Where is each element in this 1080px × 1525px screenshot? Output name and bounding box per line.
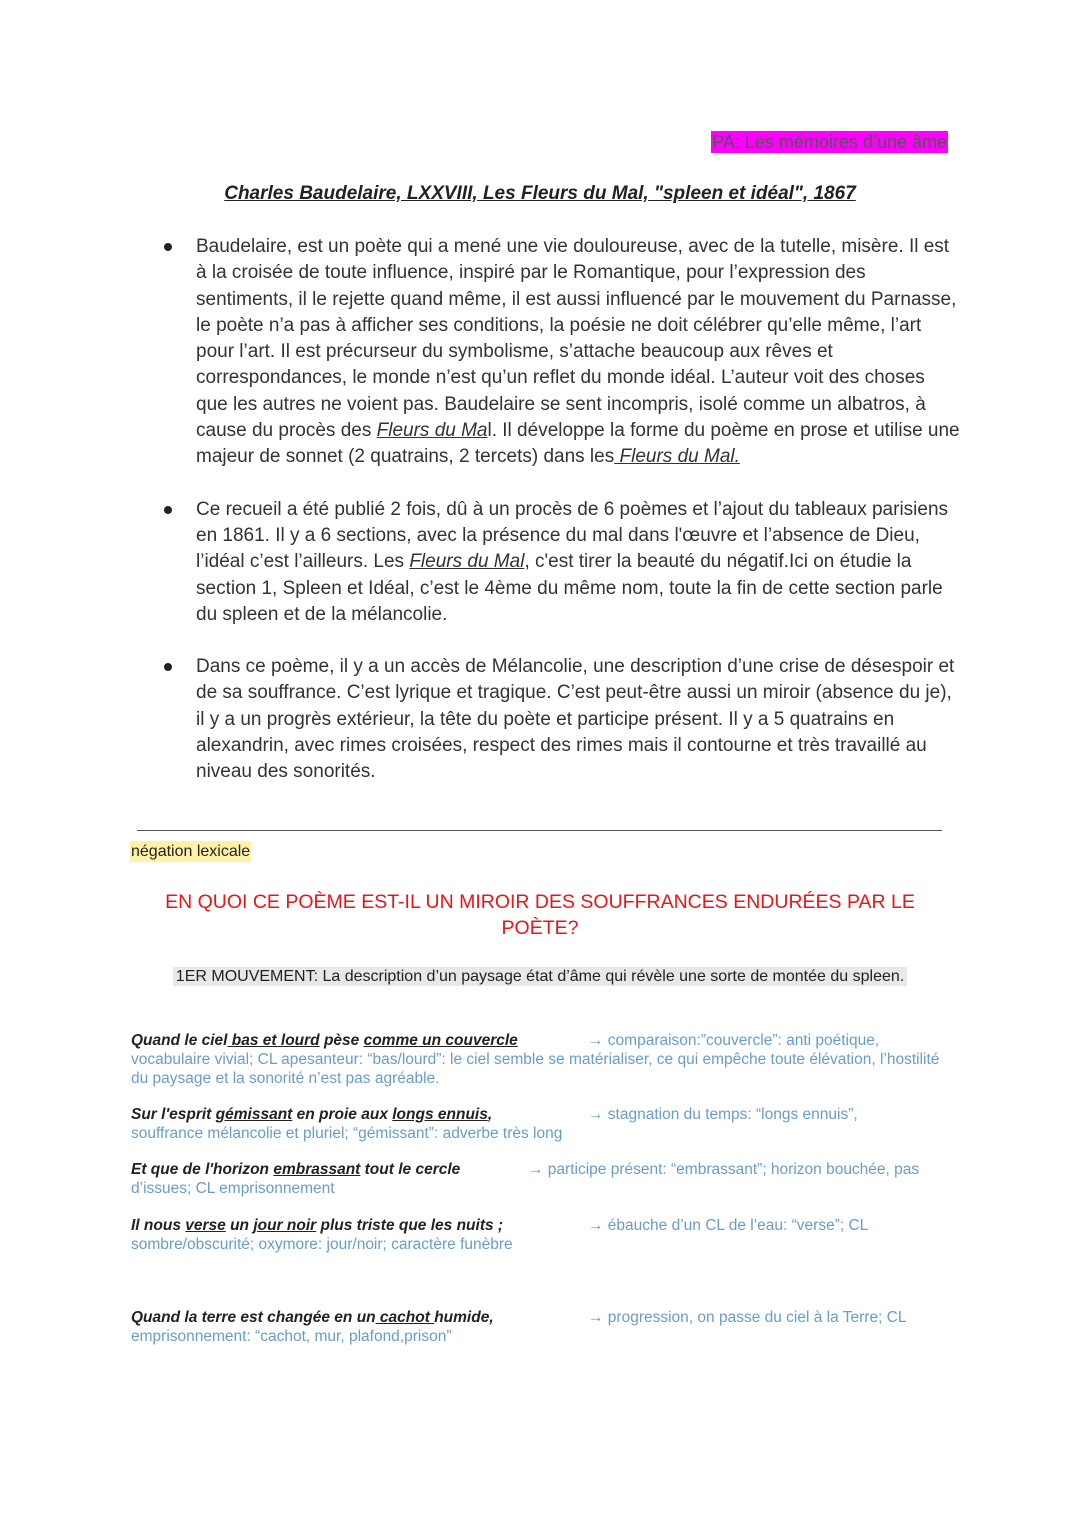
verse-line: Quand la terre est changée en un cachot humide, xyxy=(131,1309,494,1326)
intro-bullet-list xyxy=(160,234,960,812)
book-title: Fleurs du Ma xyxy=(376,420,488,442)
list-item: Baudelaire, est un poète qui a mené une vie douloureuse, avec de la tutelle, misère. Il est à la croisée de toute influence, inspiré par le Romantique, pour l’expression des sentiments, il le rejette quand même, il est aussi influencé par le mouvement du Parnasse, le poète n’a pas à afficher ses conditions, la poésie ne doit célébrer qu’elle même, l’art pour l’art. Il est précurseur du symbolisme, s’attache beaucoup aux rêves et correspondances, le monde n’est qu’un reflet du monde idéal. L’auteur voit des choses que les autres ne voient pas. Baudelaire se sent incompris, isolé comme un albatros, à cause du procès des Fleurs du Mal. Il développe la forme du poème en prose et utilise une majeur de sonnet (2 quatrains, 2 tercets) dans les Fleurs du Mal. xyxy=(160,234,960,471)
analysis-arrow-note: → comparaison:”couvercle”: anti poétique, xyxy=(588,1032,880,1049)
document-title: Charles Baudelaire, LXXVIII, Les Fleurs du Mal, "spleen et idéal", 1867 xyxy=(224,183,856,204)
analysis-note: d’issues; CL emprisonnement xyxy=(131,1180,335,1197)
analysis-arrow-note: → participe présent: “embrassant”; horizon bouchée, pas xyxy=(528,1161,920,1178)
analysis-arrow-note: → stagnation du temps: “longs ennuis”, xyxy=(588,1106,858,1123)
analysis-note: vocabulaire vivial; CL apesanteur: “bas/lourd”: le ciel semble se matérialiser, ce qui empêche toute élévation, l’hostilité du paysage et la sonorité n’est pas agréable. xyxy=(131,1051,940,1087)
list-item: Dans ce poème, il y a un accès de Mélancolie, une description d’une crise de désespoir et de sa souffrance. C’est lyrique et tragique. C’est peut-être aussi un miroir (absence du je), il y a un progrès extérieur, la tête du poète et participe présent. Il y a 5 quatrains en alexandrin, avec rimes croisées, respect des rimes mais il contourne et très travaillé au niveau des sonorités. xyxy=(160,654,960,785)
verse-line: Il nous verse un jour noir plus triste que les nuits ; xyxy=(131,1217,504,1234)
list-item: Ce recueil a été publié 2 fois, dû à un procès de 6 poèmes et l’ajout du tableaux parisiens en 1861. Il y a 6 sections, avec la présence du mal dans l'œuvre et l’absence de Dieu, l’idéal c’est l’ailleurs. Les Fleurs du Mal, c'est tirer la beauté du négatif.Ici on étudie la section 1, Spleen et Idéal, c’est le 4ème du même nom, toute la fin de cette section parle du spleen et de la mélancolie. xyxy=(160,497,960,628)
verse-line: Et que de l'horizon embrassant tout le cercle xyxy=(131,1161,461,1178)
negation-highlight: négation lexicale xyxy=(131,843,251,860)
movement-heading: 1ER MOUVEMENT: La description d’un paysage état d’âme qui révèle une sorte de montée du spleen. xyxy=(0,966,1080,988)
verse-line: Sur l'esprit gémissant en proie aux longs ennuis, xyxy=(131,1106,493,1123)
problem-question: EN QUOI CE POÈME EST-IL UN MIROIR DES SOUFFRANCES ENDURÉES PAR LE POÈTE? xyxy=(165,891,915,939)
analysis-arrow-note: → ébauche d’un CL de l’eau: “verse”; CL xyxy=(588,1217,869,1234)
bullet-dot-icon xyxy=(164,243,172,251)
verse-analysis xyxy=(131,1216,581,1254)
verse-analysis xyxy=(131,1105,601,1143)
analysis-note: souffrance mélancolie et pluriel; “gémissant”: adverbe très long xyxy=(131,1125,563,1142)
verse-analysis xyxy=(131,1160,531,1198)
analysis-note: sombre/obscurité; oxymore: jour/noir; caractère funèbre xyxy=(131,1236,513,1253)
bullet-dot-icon xyxy=(164,506,172,514)
horizontal-divider xyxy=(137,830,942,831)
bullet-dot-icon xyxy=(164,663,172,671)
book-title: Fleurs du Mal. xyxy=(614,446,740,468)
pa-title-highlight: PA: Les mémoires d’une âme xyxy=(712,132,947,152)
analysis-arrow-note: → progression, on passe du ciel à la Terre; CL xyxy=(588,1309,907,1326)
verse-line: Quand le ciel bas et lourd pèse comme un couvercle xyxy=(131,1032,518,1049)
analysis-note: emprisonnement: “cachot, mur, plafond,prison” xyxy=(131,1328,452,1345)
book-title: Fleurs du Mal xyxy=(409,551,525,573)
verse-analysis xyxy=(131,1308,581,1346)
